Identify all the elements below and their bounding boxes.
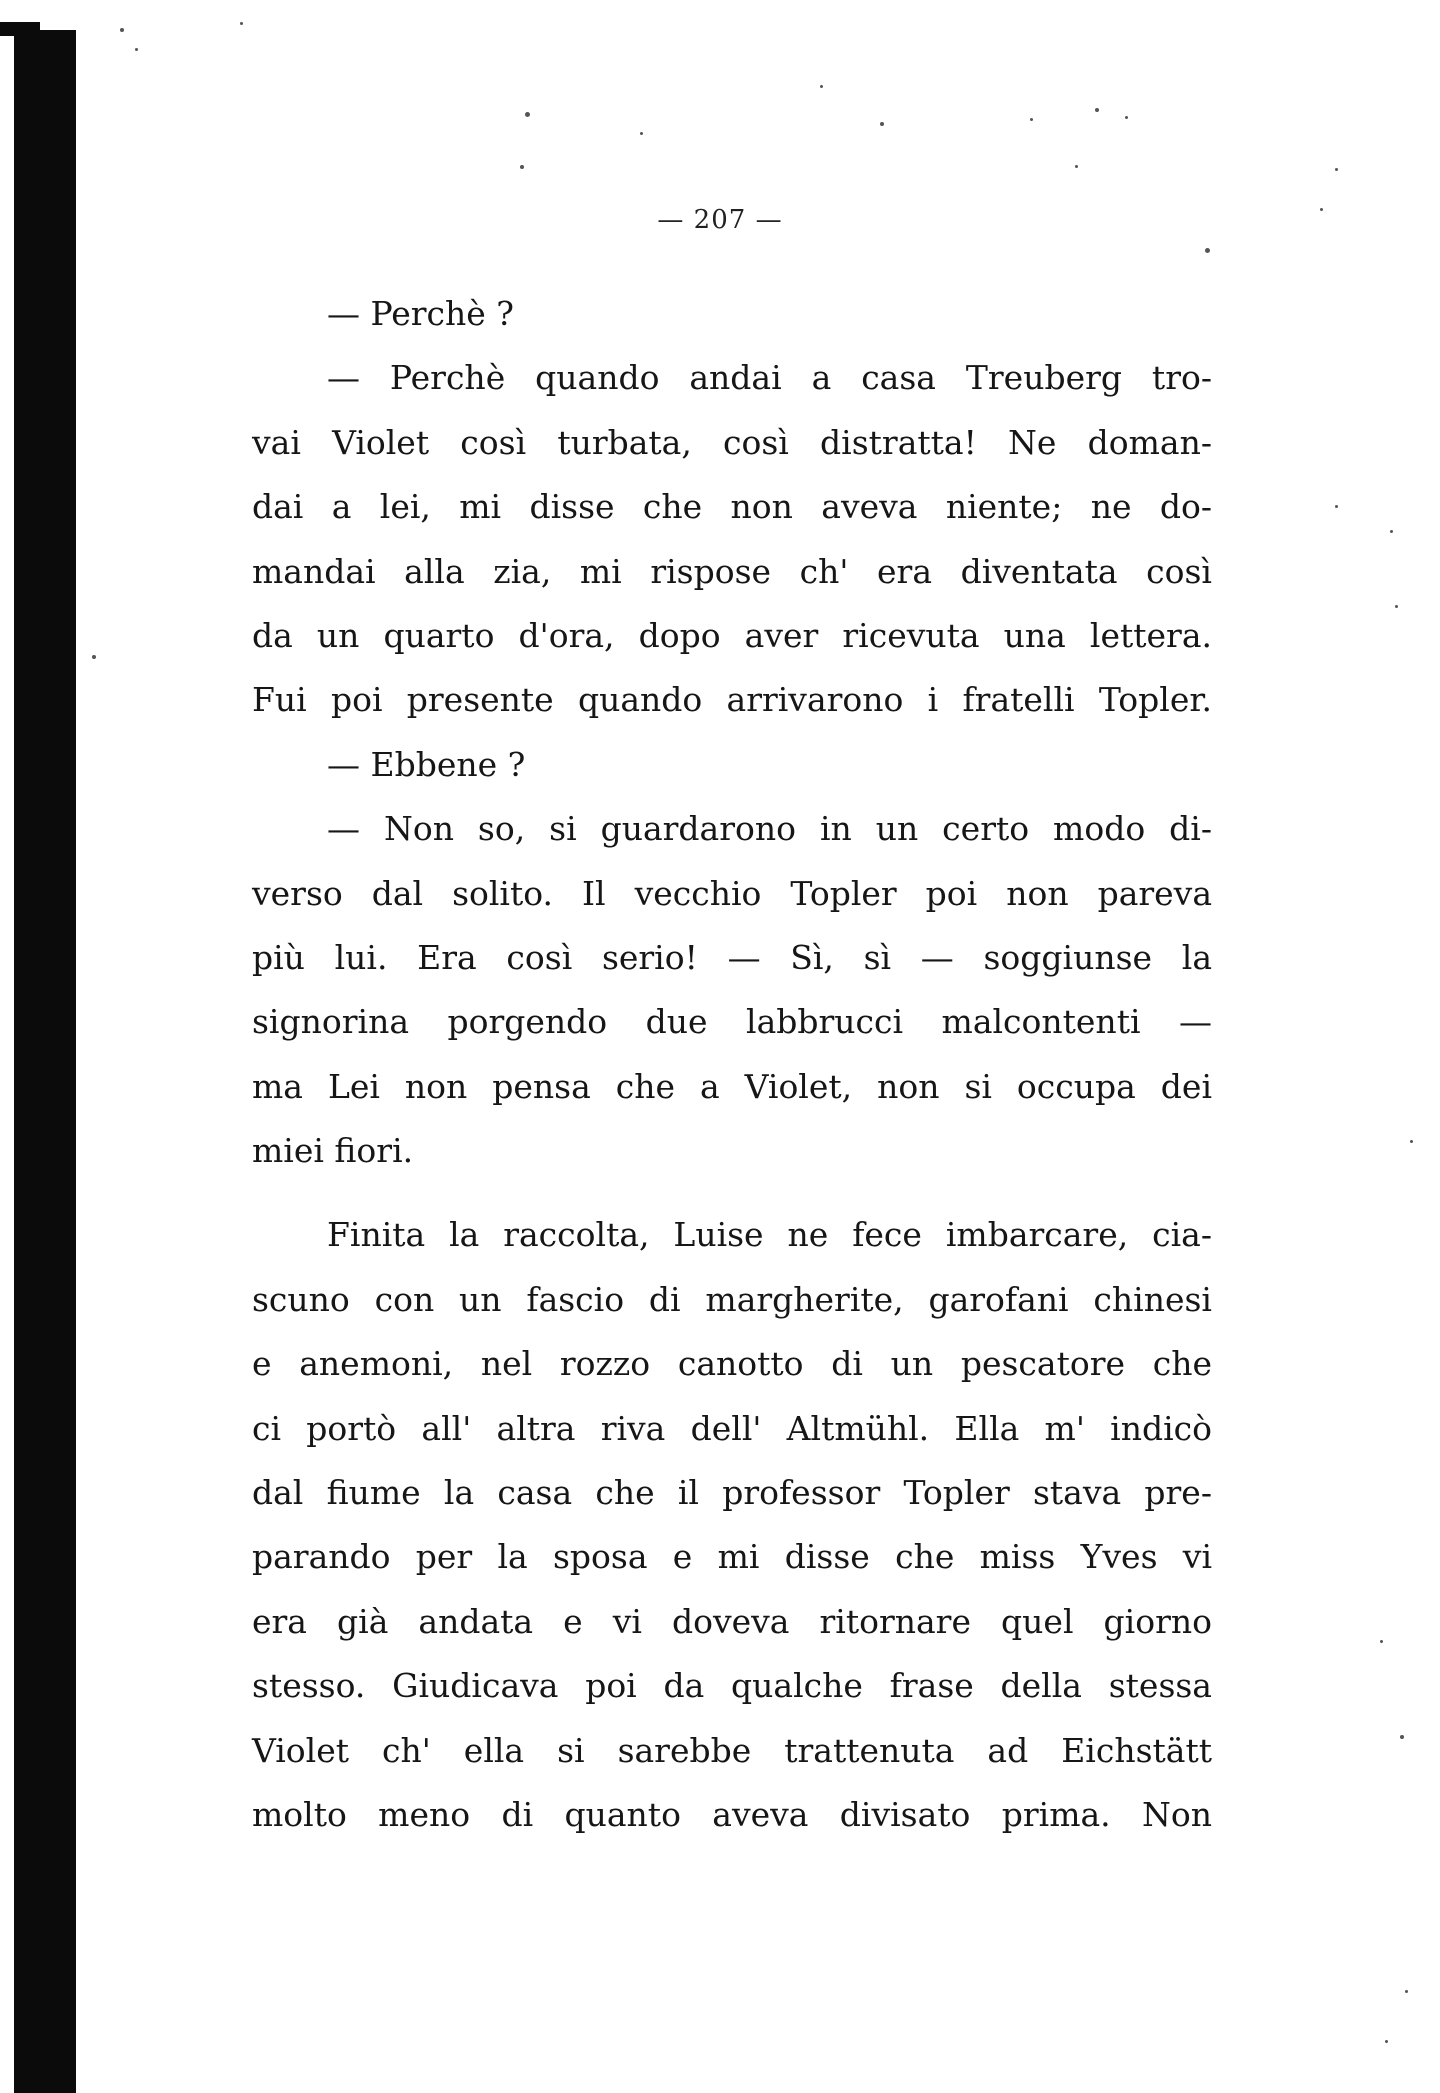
text-line: dai a lei, mi disse che non aveva niente; ne do- [252,487,1212,527]
text-line: — Non so, si guardarono in un certo modo di- [327,809,1212,849]
text-line: molto meno di quanto aveva divisato prima. Non [252,1794,1212,1834]
text-line: signorina porgendo due labbrucci malcontenti — [252,1002,1212,1042]
scan-speck [92,655,96,659]
binding-shadow-top [0,22,40,36]
text-line: vai Violet così turbata, così distratta! Ne doman- [252,422,1212,462]
scan-speck [240,22,243,25]
text-line: era già andata e vi doveva ritornare quel giorno [252,1601,1212,1641]
body-text [252,282,1212,1847]
text-line: Violet ch' ella si sarebbe trattenuta ad Eichstätt [252,1730,1212,1770]
scan-speck [640,132,643,135]
scan-speck [1410,1140,1413,1143]
scan-speck [1075,165,1078,168]
text-line: ma Lei non pensa che a Violet, non si occupa dei [252,1066,1212,1106]
scan-speck [1095,108,1099,112]
scan-speck [135,48,138,51]
text-line: Fui poi presente quando arrivarono i fratelli Topler. [252,680,1212,720]
text-line: più lui. Era così serio! — Sì, sì — soggiunse la [252,937,1212,977]
text-line: stesso. Giudicava poi da qualche frase della stessa [252,1666,1212,1706]
scan-speck [1205,248,1210,253]
scan-speck [1385,2040,1388,2043]
text-line: ci portò all' altra riva dell' Altmühl. Ella m' indicò [252,1408,1212,1448]
text-line: dal fiume la casa che il professor Topler stava pre- [252,1473,1212,1513]
text-line: Finita la raccolta, Luise ne fece imbarcare, cia- [327,1215,1212,1255]
text-line: verso dal solito. Il vecchio Topler poi non pareva [252,873,1212,913]
text-line: parando per la sposa e mi disse che miss Yves vi [252,1537,1212,1577]
scan-speck [820,85,823,88]
binding-shadow [14,30,76,2093]
scan-speck [1395,605,1398,608]
scan-speck [1125,116,1128,119]
text-line: mandai alla zia, mi rispose ch' era diventata così [252,551,1212,591]
scan-speck [1335,505,1338,508]
text-line: — Perchè quando andai a casa Treuberg tro- [327,358,1212,398]
scan-speck [120,28,124,32]
text-line: e anemoni, nel rozzo canotto di un pescatore che [252,1344,1212,1384]
text-line: — Perchè ? [327,294,514,333]
scan-speck [1405,1990,1408,1993]
text-line: — Ebbene ? [327,744,526,784]
page-number: — 207 — [657,205,783,235]
scan-speck [1400,1735,1404,1739]
text-line: da un quarto d'ora, dopo aver ricevuta una lettera. [252,615,1212,655]
text-line: scuno con un fascio di margherite, garofani chinesi [252,1279,1212,1319]
scan-speck [1335,168,1338,171]
scan-speck [1030,118,1033,121]
scan-speck [880,122,884,126]
paragraph-gap [252,1183,1212,1203]
scan-speck [1390,530,1393,533]
scan-speck [520,165,524,169]
text-line: miei fiori. [252,1131,414,1171]
scan-speck [1380,1640,1383,1643]
scan-speck [525,112,530,117]
